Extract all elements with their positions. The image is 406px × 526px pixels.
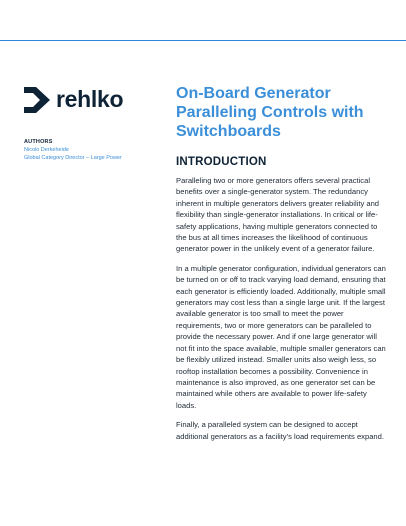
authors-block: [24, 138, 164, 162]
brand-logo: [24, 86, 123, 113]
body-text: [176, 175, 388, 450]
paragraph: In a multiple generator configuration, individual generators can be turned on or off to track varying load demand, ensuring that each generator is efficiently loaded. Additionally, multiple small generators may cost less than a single large unit. If the largest available generator is too small to meet the power requirements, two or more generators can be paralleled to provide the necessary power. And if one large generator will not fit into the space available, multiple smaller generators can be flexibly utilized instead. Smaller units also weigh less, so rooftop installation becomes a possibility. Convenience in maintenance is also improved, as one generator set can be maintained while others are available to power life-safety loads.: [176, 263, 386, 410]
header-rule: [0, 40, 406, 41]
rehlko-arrow-mark-icon: [24, 87, 50, 113]
document-title: On-Board Generator Paralleling Controls with Switchboards: [176, 85, 364, 140]
authors-heading: AUTHORS: [24, 139, 53, 145]
paragraph: Paralleling two or more generators offers several practical benefits over a single-generator system. The redundancy inherent in multiple generators delivers greater reliability and flexibility than single-generator installations. In critical or life-safety applications, having multiple generators connected to the bus at all times increases the likelihood of continuous generator power in the unlikely event of a generator failure.: [176, 176, 380, 254]
paragraph: Finally, a paralleled system can be designed to accept additional generators as a facility’s load requirements expand.: [176, 420, 384, 441]
section-heading: INTRODUCTION: [176, 156, 267, 168]
author-role: Global Category Director – Large Power: [24, 155, 122, 161]
brand-name: rehlko: [56, 86, 124, 112]
author-name: Nicolo Derkeheide: [24, 147, 69, 153]
